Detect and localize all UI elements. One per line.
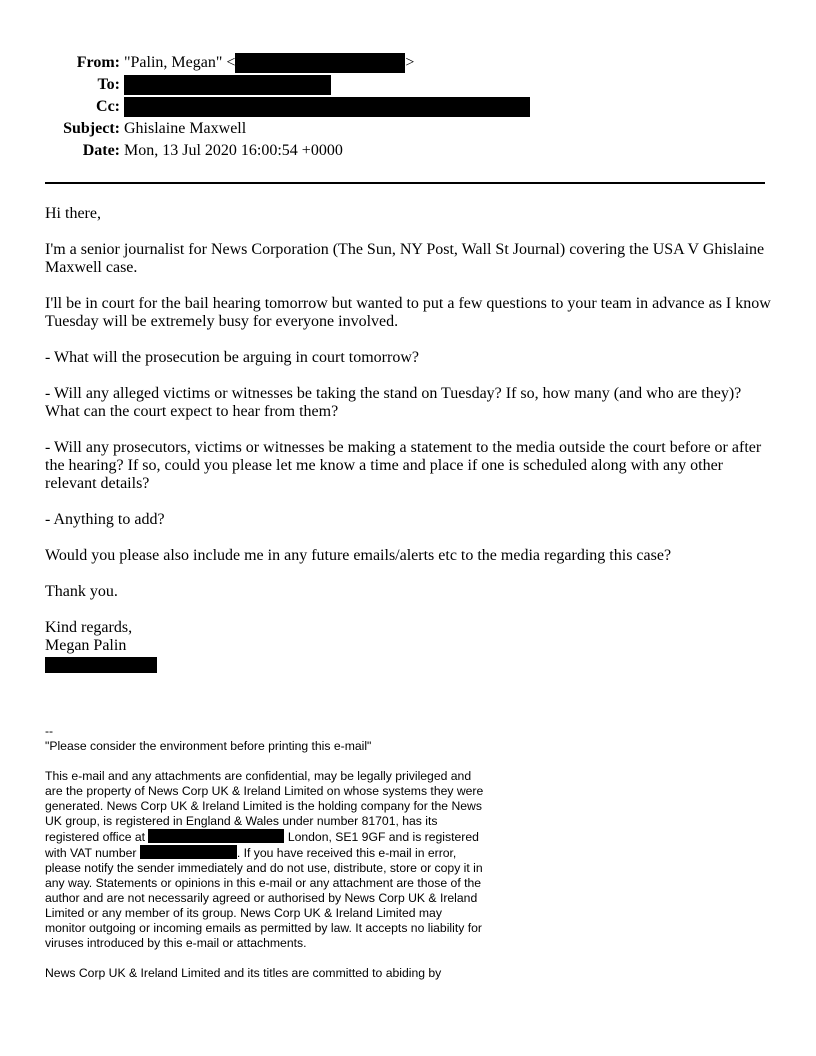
paragraph-request: Would you please also include me in any future emails/alerts etc to the media regarding this case? bbox=[45, 547, 672, 564]
question-4: - Anything to add? bbox=[45, 511, 165, 528]
from-label: From: bbox=[76, 54, 120, 71]
cc-label: Cc: bbox=[96, 98, 120, 115]
cc-value bbox=[124, 96, 530, 118]
date-label: Date: bbox=[82, 142, 120, 159]
paragraph-intro: I'm a senior journalist for News Corporation (The Sun, NY Post, Wall St Journal) covering the USA V Ghislaine Maxwell case. bbox=[45, 241, 765, 276]
redaction-office-address bbox=[148, 829, 284, 843]
confidentiality-text-2: London, SE1 9GF and is registered with VAT number bbox=[45, 830, 479, 860]
to-value bbox=[124, 74, 331, 96]
from-close: > bbox=[405, 54, 415, 71]
confidentiality-notice bbox=[45, 769, 485, 951]
signoff: Kind regards, bbox=[45, 619, 133, 636]
header-divider bbox=[45, 182, 765, 184]
sender-name: Megan Palin bbox=[45, 637, 127, 654]
footer-dashes: -- bbox=[45, 724, 54, 738]
confidentiality-text-3: . If you have received this e-mail in error, please notify the sender immediately and do not use, distribute, store or copy it in any way. Statements or opinions in this e-mail or any attachment are those of the author and are not necessarily agreed or authorised by News Corp UK & Ireland Limited or any member of its group. News Corp UK & Ireland Limited may monitor outgoing or incoming emails as permitted by law. It accepts no liability for viruses introduced by this e-mail or attachments. bbox=[45, 846, 483, 950]
date-value: Mon, 13 Jul 2020 16:00:54 +0000 bbox=[124, 142, 343, 159]
from-name: "Palin, Megan" < bbox=[124, 54, 236, 71]
question-3: - Will any prosecutors, victims or witnesses be making a statement to the media outside the court before or after the hearing? If so, could you please let me know a time and place if one is scheduled along with any other relevant details? bbox=[45, 439, 762, 492]
redaction-from-email bbox=[235, 53, 405, 73]
email-body bbox=[45, 205, 775, 673]
environment-note: "Please consider the environment before printing this e-mail" bbox=[45, 739, 372, 753]
redaction-vat-number bbox=[140, 845, 237, 859]
subject-label: Subject: bbox=[63, 120, 120, 137]
email-footer bbox=[45, 724, 485, 996]
redaction-to bbox=[124, 75, 331, 95]
committed-note: News Corp UK & Ireland Limited and its titles are committed to abiding by bbox=[45, 966, 442, 980]
question-1: - What will the prosecution be arguing in court tomorrow? bbox=[45, 349, 419, 366]
redaction-cc bbox=[124, 97, 530, 117]
greeting: Hi there, bbox=[45, 205, 101, 222]
question-2: - Will any alleged victims or witnesses be taking the stand on Tuesday? If so, how many (and who are they)? What can the court expect to hear from them? bbox=[45, 385, 742, 420]
confidentiality-text-1: This e-mail and any attachments are confidential, may be legally privileged and are the property of News Corp UK & Ireland Limited on whose systems they were generated. News Corp UK & Ireland Limited is the holding company for the News UK group, is registered in England & Wales under number 81701, has its registered office at bbox=[45, 769, 484, 844]
redaction-signature bbox=[45, 657, 157, 673]
to-label: To: bbox=[97, 76, 120, 93]
subject-value: Ghislaine Maxwell bbox=[124, 120, 247, 137]
thanks: Thank you. bbox=[45, 583, 118, 600]
paragraph-court: I'll be in court for the bail hearing tomorrow but wanted to put a few questions to your team in advance as I know Tuesday will be extremely busy for everyone involved. bbox=[45, 295, 771, 330]
from-value bbox=[124, 52, 414, 74]
